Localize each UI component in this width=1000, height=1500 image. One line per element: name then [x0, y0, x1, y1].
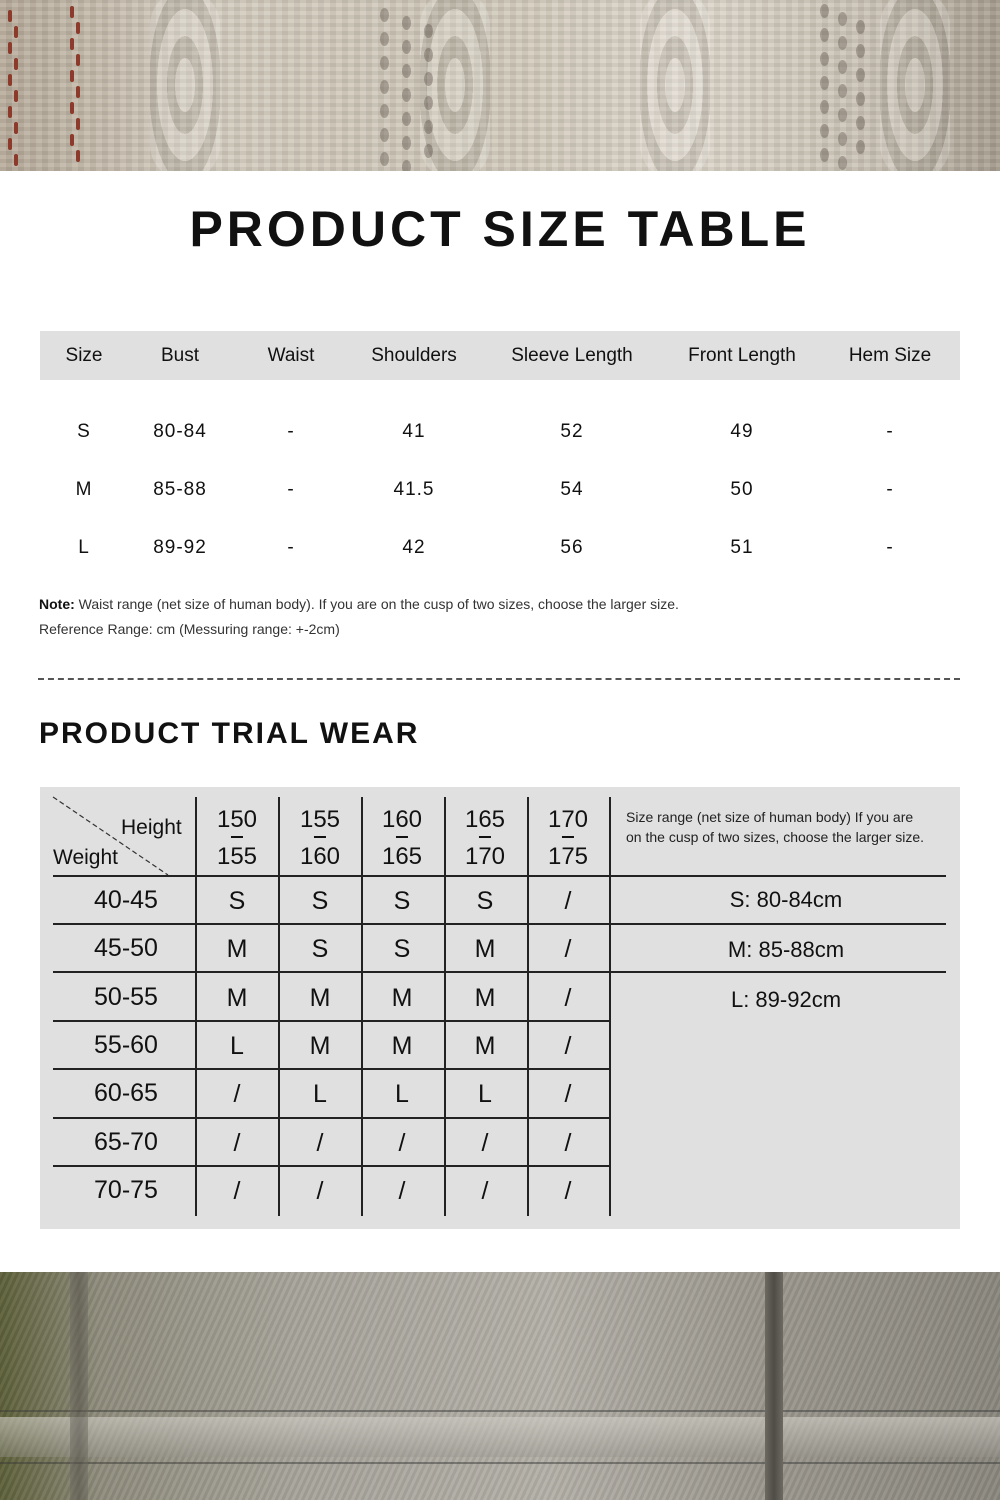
denim-stitch-line	[0, 1410, 1000, 1412]
size-table-cell: 51	[730, 537, 754, 558]
size-header-cell: Front Length	[688, 345, 796, 366]
knit-eyelet	[424, 120, 433, 134]
height-range-header	[300, 801, 340, 875]
size-table-row	[40, 417, 960, 447]
range-bar	[396, 836, 408, 838]
table-grid-line	[53, 971, 946, 973]
knit-eyelet	[380, 32, 389, 46]
recommended-size-cell: M	[391, 983, 413, 1012]
size-header-cell: Waist	[267, 345, 315, 366]
size-table-cell: 80-84	[153, 421, 207, 442]
size-range-value: L: 89-92cm	[730, 987, 842, 1012]
table-grid-line	[278, 797, 280, 1216]
note-label: Note:	[39, 596, 75, 612]
weight-range-label: 45-50	[94, 934, 158, 963]
trial-wear-title: PRODUCT TRIAL WEAR	[39, 717, 420, 750]
red-stitch	[70, 70, 74, 82]
size-range-note	[626, 807, 924, 847]
knit-eyelet	[424, 24, 433, 38]
red-stitch	[70, 6, 74, 18]
cable-knit-pattern	[640, 0, 710, 171]
table-grid-line	[53, 1020, 610, 1022]
size-table-row	[40, 475, 960, 505]
recommended-size-cell: M	[474, 1031, 496, 1060]
recommended-size-cell: /	[233, 1128, 241, 1157]
size-table-cell: 89-92	[153, 537, 207, 558]
red-stitch	[70, 38, 74, 50]
trial-wear-table	[40, 787, 960, 1229]
height-range-start: 165	[464, 806, 506, 833]
red-stitch	[8, 42, 12, 54]
red-stitch	[8, 74, 12, 86]
size-range-value: S: 80-84cm	[729, 887, 843, 912]
recommended-size-cell: M	[474, 935, 496, 964]
weight-corner-label: Weight	[53, 846, 118, 869]
recommended-size-cell: /	[233, 1176, 241, 1205]
knit-eyelet	[820, 4, 829, 18]
knit-eyelet	[402, 136, 411, 150]
knit-eyelet	[424, 48, 433, 62]
range-bar	[479, 836, 491, 838]
size-header-cell: Size	[65, 345, 103, 366]
recommended-size-cell: /	[564, 1176, 572, 1205]
recommended-size-cell: /	[398, 1176, 406, 1205]
recommended-size-cell: S	[393, 887, 411, 915]
recommended-size-cell: S	[393, 935, 411, 964]
knit-eyelet	[380, 80, 389, 94]
table-grid-line	[609, 797, 611, 1216]
knit-eyelet	[838, 84, 847, 98]
knit-eyelet	[402, 160, 411, 171]
red-stitch	[8, 106, 12, 118]
recommended-size-cell: S	[311, 935, 329, 964]
size-header-cell: Hem Size	[848, 345, 932, 366]
recommended-size-cell: M	[474, 983, 496, 1012]
recommended-size-cell: L	[395, 1080, 409, 1109]
red-stitch	[14, 58, 18, 70]
recommended-size-cell: L	[230, 1031, 244, 1060]
knit-eyelet	[838, 132, 847, 146]
denim-photo	[0, 1272, 1000, 1500]
weight-range-label: 65-70	[94, 1127, 158, 1156]
recommended-size-cell: M	[226, 935, 248, 964]
knit-eyelet	[820, 52, 829, 66]
cable-knit-pattern	[150, 0, 220, 171]
height-range-start: 150	[216, 806, 258, 833]
height-range-end: 155	[216, 842, 258, 870]
table-grid-line	[361, 797, 363, 1216]
knit-eyelet	[820, 124, 829, 138]
size-table-cell: 52	[560, 421, 584, 442]
knit-eyelet	[856, 92, 865, 106]
red-stitch	[14, 90, 18, 102]
size-header-cell: Bust	[160, 345, 200, 366]
recommended-size-cell: /	[481, 1176, 489, 1205]
reference-range-note: Reference Range: cm (Messuring range: +-2cm)	[39, 621, 340, 637]
recommended-size-cell: /	[398, 1128, 406, 1157]
knit-eyelet	[838, 12, 847, 26]
recommended-size-cell: /	[564, 887, 572, 915]
size-table-cell: L	[78, 537, 90, 558]
height-range-header	[465, 801, 505, 875]
range-bar	[562, 836, 574, 838]
knit-eyelet	[838, 156, 847, 170]
recommended-size-cell: M	[391, 1031, 413, 1060]
red-stitch	[70, 102, 74, 114]
red-stitch	[8, 10, 12, 22]
size-table-cell: 41	[402, 421, 426, 442]
red-stitch	[14, 154, 18, 166]
table-grid-line	[53, 1068, 610, 1070]
table-grid-line	[53, 923, 946, 925]
height-range-header	[382, 801, 422, 875]
size-table-cell: -	[886, 537, 894, 558]
size-range-note-line2: on the cusp of two sizes, choose the larger size.	[626, 829, 925, 845]
red-stitch	[76, 118, 80, 130]
knit-eyelet	[838, 108, 847, 122]
recommended-size-cell: /	[564, 983, 572, 1012]
weight-range-label: 70-75	[94, 1175, 158, 1204]
size-table-cell: S	[77, 421, 91, 442]
denim-seam	[70, 1272, 88, 1500]
size-table-cell: -	[287, 479, 295, 500]
knit-eyelet	[856, 116, 865, 130]
range-bar	[231, 836, 243, 838]
recommended-size-cell: L	[478, 1080, 492, 1109]
red-stitch	[8, 138, 12, 150]
knit-eyelet	[424, 96, 433, 110]
height-range-end: 165	[381, 842, 423, 870]
knit-eyelet	[838, 36, 847, 50]
height-range-start: 160	[381, 806, 423, 833]
knit-eyelet	[820, 148, 829, 162]
page-title: PRODUCT SIZE TABLE	[189, 201, 811, 257]
size-table-cell: -	[287, 537, 295, 558]
weight-range-label: 50-55	[94, 982, 158, 1011]
recommended-size-cell: /	[564, 1080, 572, 1109]
red-stitch	[76, 22, 80, 34]
knit-eyelet	[856, 20, 865, 34]
knit-eyelet	[402, 64, 411, 78]
recommended-size-cell: M	[309, 983, 331, 1012]
size-table-cell: -	[886, 421, 894, 442]
knit-eyelet	[402, 112, 411, 126]
recommended-size-cell: M	[309, 1031, 331, 1060]
recommended-size-cell: /	[564, 1128, 572, 1157]
knit-eyelet	[838, 60, 847, 74]
cable-knit-pattern	[880, 0, 950, 171]
size-table-cell: -	[886, 479, 894, 500]
height-range-start: 155	[299, 806, 341, 833]
recommended-size-cell: L	[313, 1080, 327, 1109]
size-table-cell: 49	[730, 421, 754, 442]
height-range-header	[548, 801, 588, 875]
red-stitch	[76, 86, 80, 98]
height-corner-label: Height	[121, 816, 182, 839]
knit-sweater-photo	[0, 0, 1000, 171]
size-note	[39, 596, 679, 612]
size-table-row	[40, 533, 960, 563]
red-stitch	[70, 134, 74, 146]
size-table-cell: -	[287, 421, 295, 442]
fringed-hem	[0, 1417, 1000, 1457]
recommended-size-cell: M	[226, 983, 248, 1012]
knit-eyelet	[380, 152, 389, 166]
red-stitch	[76, 54, 80, 66]
knit-eyelet	[820, 28, 829, 42]
size-table-header	[40, 331, 960, 380]
size-table-cell: 54	[560, 479, 584, 500]
red-stitch	[14, 26, 18, 38]
recommended-size-cell: /	[233, 1080, 241, 1109]
size-table-cell: 41.5	[393, 479, 435, 500]
height-range-end: 160	[299, 842, 341, 870]
size-header-cell: Sleeve Length	[511, 345, 633, 366]
dashed-divider	[38, 678, 960, 680]
knit-eyelet	[424, 72, 433, 86]
weight-range-label: 40-45	[94, 886, 158, 914]
knit-eyelet	[402, 16, 411, 30]
height-range-header	[217, 801, 257, 875]
height-range-end: 170	[464, 842, 506, 870]
table-grid-line	[444, 797, 446, 1216]
knit-eyelet	[820, 76, 829, 90]
red-stitch	[76, 150, 80, 162]
table-grid-line	[53, 1117, 610, 1119]
knit-eyelet	[402, 88, 411, 102]
recommended-size-cell: /	[481, 1128, 489, 1157]
size-table-cell: 50	[730, 479, 754, 500]
knit-eyelet	[380, 56, 389, 70]
size-table-cell: 85-88	[153, 479, 207, 500]
note-text: Waist range (net size of human body). If you are on the cusp of two sizes, choose the larger size.	[74, 596, 679, 612]
size-header-cell: Shoulders	[371, 345, 457, 366]
table-grid-line	[53, 1165, 610, 1167]
knit-eyelet	[820, 100, 829, 114]
recommended-size-cell: /	[316, 1176, 324, 1205]
size-table-cell: 42	[402, 537, 426, 558]
knit-eyelet	[402, 40, 411, 54]
table-grid-line	[53, 875, 946, 877]
recommended-size-cell: S	[476, 887, 494, 915]
knit-eyelet	[380, 104, 389, 118]
size-range-value: M: 85-88cm	[727, 937, 845, 962]
knit-eyelet	[380, 128, 389, 142]
red-stitch	[14, 122, 18, 134]
height-range-end: 175	[547, 842, 589, 870]
weight-range-label: 60-65	[94, 1079, 158, 1108]
recommended-size-cell: S	[311, 887, 329, 915]
size-table-cell: M	[75, 479, 93, 500]
recommended-size-cell: /	[316, 1128, 324, 1157]
knit-eyelet	[856, 68, 865, 82]
range-bar	[314, 836, 326, 838]
table-grid-line	[527, 797, 529, 1216]
knit-eyelet	[380, 8, 389, 22]
height-range-start: 170	[547, 806, 589, 833]
recommended-size-cell: /	[564, 1031, 572, 1060]
knit-eyelet	[856, 44, 865, 58]
size-table-cell: 56	[560, 537, 584, 558]
weight-range-label: 55-60	[94, 1030, 158, 1059]
knit-eyelet	[424, 144, 433, 158]
knit-eyelet	[856, 140, 865, 154]
denim-stitch-line	[0, 1462, 1000, 1464]
recommended-size-cell: /	[564, 935, 572, 964]
denim-seam	[765, 1272, 783, 1500]
size-range-note-line1: Size range (net size of human body) If you are	[626, 809, 914, 825]
table-grid-line	[195, 797, 197, 1216]
recommended-size-cell: S	[228, 887, 246, 915]
